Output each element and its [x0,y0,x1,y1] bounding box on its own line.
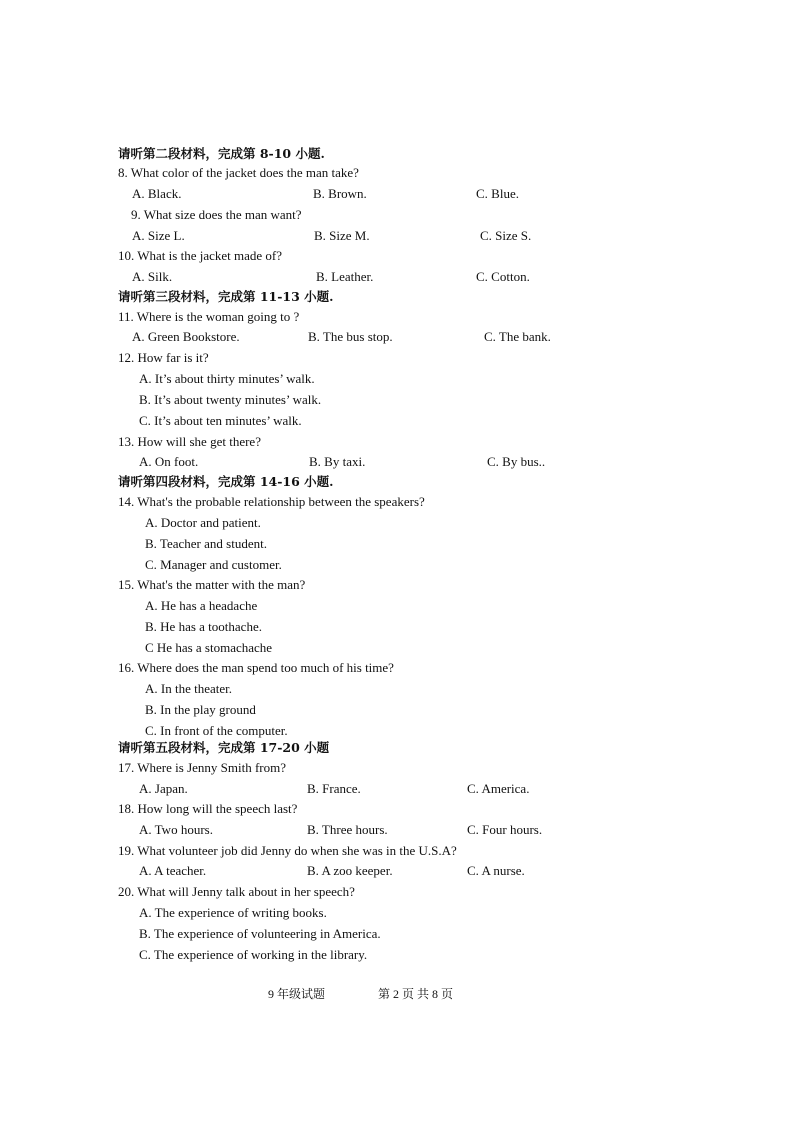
q9-option-a: A. Size L. [132,228,185,243]
q12-option-b: B. It’s about twenty minutes’ walk. [139,392,322,407]
question-13: 13. How will she get there? [118,434,261,449]
q15-option-a: A. He has a headache [145,598,258,613]
q8-option-a: A. Black. [132,186,182,201]
q17-option-c: C. America. [467,781,530,796]
section-heading-2: 请听第二段材料，完成第 8-10 小题. [118,146,325,161]
question-15: 15. What's the matter with the man? [118,577,306,592]
q11-option-b: B. The bus stop. [308,329,393,344]
q19-option-c: C. A nurse. [467,863,525,878]
question-14: 14. What's the probable relationship between the speakers? [118,494,425,509]
question-8: 8. What color of the jacket does the man take? [118,165,359,180]
q17-option-a: A. Japan. [139,781,188,796]
q11-option-a: A. Green Bookstore. [132,329,240,344]
q12-option-c: C. It’s about ten minutes’ walk. [139,413,302,428]
q14-option-b: B. Teacher and student. [145,536,267,551]
q16-option-c: C. In front of the computer. [145,723,288,738]
question-20: 20. What will Jenny talk about in her speech? [118,884,355,899]
question-12: 12. How far is it? [118,350,209,365]
q18-option-c: C. Four hours. [467,822,543,837]
q17-option-b: B. France. [307,781,361,796]
q14-option-c: C. Manager and customer. [145,557,282,572]
q10-option-b: B. Leather. [316,269,374,284]
footer-page-number: 第 2 页 共 8 页 [378,987,454,1001]
q10-option-a: A. Silk. [132,269,173,284]
q15-option-b: B. He has a toothache. [145,619,262,634]
q20-option-b: B. The experience of volunteering in America. [139,926,381,941]
question-10: 10. What is the jacket made of? [118,248,283,263]
question-17: 17. Where is Jenny Smith from? [118,760,287,775]
q13-option-b: B. By taxi. [309,454,366,469]
q12-option-a: A. It’s about thirty minutes’ walk. [139,371,315,386]
q20-option-a: A. The experience of writing books. [139,905,327,920]
q9-option-c: C. Size S. [480,228,532,243]
section-heading-4: 请听第四段材料，完成第 14-16 小题. [118,474,334,489]
q14-option-a: A. Doctor and patient. [145,515,261,530]
q13-option-c: C. By bus.. [487,454,546,469]
q13-option-a: A. On foot. [139,454,199,469]
q20-option-c: C. The experience of working in the library. [139,947,368,962]
q9-option-b: B. Size M. [314,228,370,243]
question-9: 9. What size does the man want? [131,207,302,222]
q16-option-b: B. In the play ground [145,702,256,717]
footer-grade-label: 9 年级试题 [268,987,326,1001]
q10-option-c: C. Cotton. [476,269,530,284]
question-19: 19. What volunteer job did Jenny do when she was in the U.S.A? [118,843,457,858]
section-heading-3: 请听第三段材料，完成第 11-13 小题. [118,289,334,304]
q11-option-c: C. The bank. [484,329,551,344]
q15-option-c: C He has a stomachache [145,640,273,655]
q19-option-b: B. A zoo keeper. [307,863,393,878]
q16-option-a: A. In the theater. [145,681,232,696]
question-11: 11. Where is the woman going to ? [118,309,300,324]
q19-option-a: A. A teacher. [139,863,207,878]
q8-option-b: B. Brown. [313,186,367,201]
q8-option-c: C. Blue. [476,186,519,201]
section-heading-5: 请听第五段材料，完成第 17-20 小题 [118,740,330,755]
question-18: 18. How long will the speech last? [118,801,298,816]
q18-option-a: A. Two hours. [139,822,213,837]
question-16: 16. Where does the man spend too much of his time? [118,660,394,675]
q18-option-b: B. Three hours. [307,822,388,837]
